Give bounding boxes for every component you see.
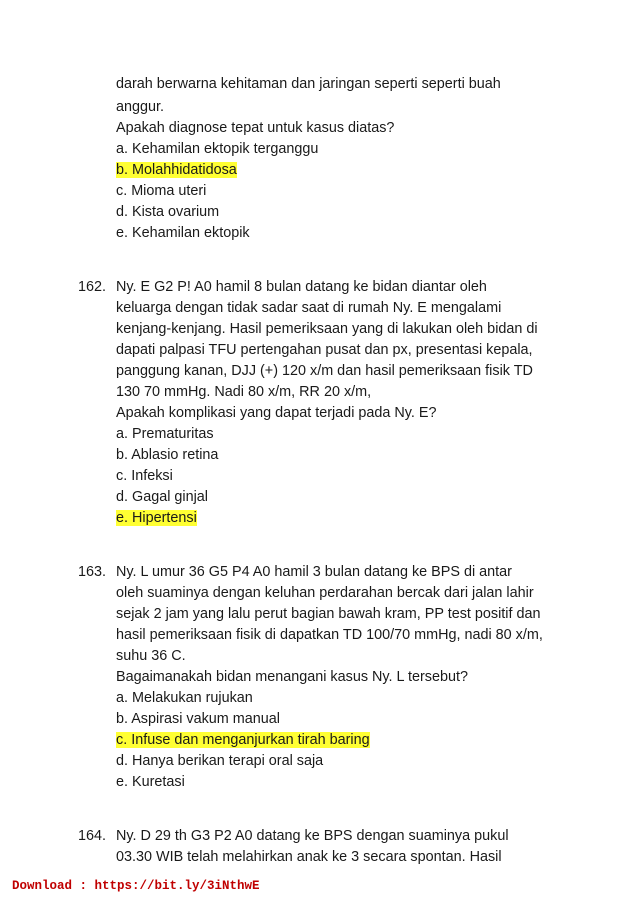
q163-text-line-3: sejak 2 jam yang lalu perut bagian bawah kram, PP test positif dan: [116, 606, 541, 622]
q163-option-e: e. Kuretasi: [116, 774, 185, 790]
q164-text-line-1: Ny. D 29 th G3 P2 A0 datang ke BPS dengan suaminya pukul: [116, 828, 509, 844]
q162-question-line: Apakah komplikasi yang dapat terjadi pada Ny. E?: [116, 405, 437, 421]
q163-option-c: [116, 731, 370, 750]
q162-text-line-1: Ny. E G2 P! A0 hamil 8 bulan datang ke bidan diantar oleh: [116, 279, 487, 295]
q162-text-line-2: keluarga dengan tidak sadar saat di rumah Ny. E mengalami: [116, 300, 502, 316]
download-link[interactable]: Download : https://bit.ly/3iNthwE: [12, 879, 260, 893]
q164-text-line-2: 03.30 WIB telah melahirkan anak ke 3 secara spontan. Hasil: [116, 849, 502, 865]
q162-option-b: b. Ablasio retina: [116, 447, 219, 463]
q164-number: 164.: [78, 828, 107, 844]
q162-text-line-4: dapati palpasi TFU pertengahan pusat dan px, presentasi kepala,: [116, 342, 533, 358]
q161-text-line-2: anggur.: [116, 99, 165, 115]
q163-text-line-5: suhu 36 C.: [116, 648, 186, 664]
q163-number: 163.: [78, 564, 107, 580]
q161-text-line-1: darah berwarna kehitaman dan jaringan seperti seperti buah: [116, 76, 501, 92]
q162-text-line-3: kenjang-kenjang. Hasil pemeriksaan yang di lakukan oleh bidan di: [116, 321, 538, 337]
q161-option-c: c. Mioma uteri: [116, 183, 207, 199]
q162-option-d: d. Gagal ginjal: [116, 489, 209, 505]
q161-option-a: a. Kehamilan ektopik terganggu: [116, 141, 319, 157]
q162-option-e: [116, 509, 197, 528]
q163-answer-highlight: c. Infuse dan menganjurkan tirah baring: [116, 732, 370, 748]
q162-text-line-6: 130 70 mmHg. Nadi 80 x/m, RR 20 x/m,: [116, 384, 372, 400]
q162-text-line-5: panggung kanan, DJJ (+) 120 x/m dan hasil pemeriksaan fisik TD: [116, 363, 533, 379]
q163-option-a: a. Melakukan rujukan: [116, 690, 253, 706]
q163-option-d: d. Hanya berikan terapi oral saja: [116, 753, 324, 769]
q162-answer-highlight: e. Hipertensi: [116, 510, 197, 526]
q162-option-c: c. Infeksi: [116, 468, 173, 484]
q161-option-b: [116, 161, 237, 180]
q163-text-line-1: Ny. L umur 36 G5 P4 A0 hamil 3 bulan datang ke BPS di antar: [116, 564, 512, 580]
q163-option-b: b. Aspirasi vakum manual: [116, 711, 280, 727]
q161-answer-highlight: b. Molahhidatidosa: [116, 162, 237, 178]
q161-question-line: Apakah diagnose tepat untuk kasus diatas?: [116, 120, 395, 136]
q161-option-e: e. Kehamilan ektopik: [116, 225, 250, 241]
q162-number: 162.: [78, 279, 107, 295]
q162-option-a: a. Prematuritas: [116, 426, 214, 442]
q163-text-line-4: hasil pemeriksaan fisik di dapatkan TD 100/70 mmHg, nadi 80 x/m,: [116, 627, 543, 643]
q163-text-line-2: oleh suaminya dengan keluhan perdarahan bercak dari jalan lahir: [116, 585, 534, 601]
q163-question-line: Bagaimanakah bidan menangani kasus Ny. L tersebut?: [116, 669, 468, 685]
q161-option-d: d. Kista ovarium: [116, 204, 220, 220]
